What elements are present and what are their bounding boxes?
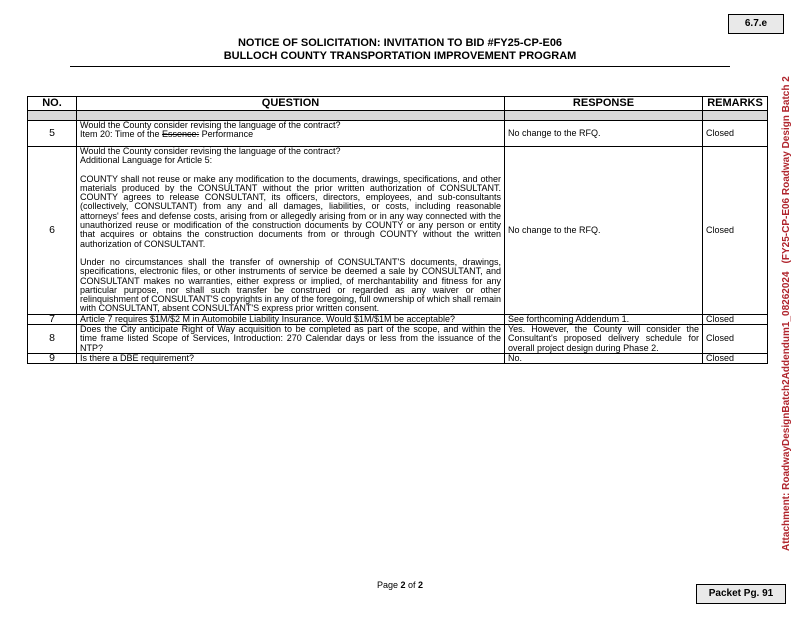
section-tag: 6.7.e	[728, 14, 784, 34]
project-label: (FY25-CP-E06 Roadway Design Batch 2	[781, 76, 792, 264]
spacer-cell	[28, 111, 77, 121]
row-number: 7	[28, 314, 77, 324]
response-cell: Yes. However, the County will consider the Consultant's proposed delivery schedule for overall project design during Phase 2.	[505, 325, 703, 354]
page-number	[0, 580, 800, 590]
table-row	[28, 314, 768, 324]
remarks-cell: Closed	[703, 325, 768, 354]
page-current: 2	[400, 580, 406, 590]
spacer-cell	[77, 111, 505, 121]
spacer-cell	[703, 111, 768, 121]
question-text: Would the County consider revising the language of the contract?	[80, 120, 341, 130]
remarks-cell: Closed	[703, 353, 768, 363]
spacer-cell	[505, 111, 703, 121]
page-mid: of	[405, 580, 419, 590]
response-cell: No change to the RFQ.	[505, 147, 703, 315]
question-cell	[77, 121, 505, 147]
row-number: 8	[28, 325, 77, 354]
page-total: 2	[418, 580, 424, 590]
remarks-cell: Closed	[703, 314, 768, 324]
attachment-label: Attachment: RoadwayDesignBatch2Addendum1_08262024	[781, 271, 792, 551]
col-header-question: QUESTION	[77, 97, 505, 111]
document-title	[70, 37, 730, 63]
table-header-row	[28, 97, 768, 111]
question-paragraph: COUNTY shall not reuse or make any modification to the documents, drawings, specifications, and other materials produced by the CONSULTANT without the prior written authorization of CONSULTANT. COUNTY agrees to release CONSULTANT, its officers, directors, employees, and sub-consultants (collectively, CONSULTANT) from any and all damages, liabilities, or costs, including reasonable attorneys' fees and defense costs, arising from or allegedly arising from or in any way connected with the unauthorized reuse or modification of the construction documents by COUNTY or any person or entity that acquires or obtains the construction documents from or through COUNTY without the written authorization of CONSULTANT.	[80, 173, 501, 249]
table-spacer-row	[28, 111, 768, 121]
page-prefix: Page	[376, 580, 401, 590]
question-text: Would the County consider revising the language of the contract?	[80, 146, 341, 156]
item-prefix: Item 20: Time of the	[80, 129, 163, 140]
col-header-no: NO.	[28, 97, 77, 111]
question-item	[80, 130, 501, 139]
remarks-cell: Closed	[703, 147, 768, 315]
question-cell: Is there a DBE requirement?	[77, 353, 505, 363]
table-row	[28, 325, 768, 354]
attachment-sidebar	[781, 76, 792, 551]
question-cell: Article 7 requires $1M/$2 M in Automobile Liability Insurance. Would $1M/$1M be acceptable?	[77, 314, 505, 324]
packet-page-label: Packet Pg. 91	[696, 584, 786, 604]
question-cell: Does the City anticipate Right of Way acquisition to be completed as part of the scope, and within the time frame listed Scope of Services, Introduction: 270 Calendar days or less from the issuance of the NTP?	[77, 325, 505, 354]
item-suffix: Performance	[199, 129, 254, 140]
response-cell: No.	[505, 353, 703, 363]
response-cell: No change to the RFQ.	[505, 121, 703, 147]
question-cell	[77, 147, 505, 315]
question-text: Additional Language for Article 5:	[80, 155, 213, 166]
table-row	[28, 121, 768, 147]
col-header-response: RESPONSE	[505, 97, 703, 111]
qa-table	[27, 96, 768, 364]
row-number: 9	[28, 353, 77, 363]
title-line-2: BULLOCH COUNTY TRANSPORTATION IMPROVEMENT PROGRAM	[223, 50, 577, 62]
struck-word: Essence:	[162, 129, 200, 140]
table-row	[28, 353, 768, 363]
question-paragraph: Under no circumstances shall the transfer of ownership of CONSULTANT'S documents, drawings, specifications, electronic files, or other instruments of service be deemed a sale by CONSULTANT, and CONSULTANT makes no warranties, either express or implied, of merchantability and fitness for any particular purpose, nor shall such transfer be construed or regarded as any waiver or other relinquishment of CONSULTANT'S copyrights in any of the foregoing, full ownership of which shall remain with CONSULTANT, absent CONSULTANT'S express prior written consent.	[80, 256, 501, 314]
remarks-cell: Closed	[703, 121, 768, 147]
row-number: 5	[28, 121, 77, 147]
row-number: 6	[28, 147, 77, 315]
col-header-remarks: REMARKS	[703, 97, 768, 111]
title-divider	[70, 66, 730, 67]
title-line-1: NOTICE OF SOLICITATION: INVITATION TO BID #FY25-CP-E06	[237, 37, 563, 49]
table-row	[28, 147, 768, 315]
response-cell: See forthcoming Addendum 1.	[505, 314, 703, 324]
